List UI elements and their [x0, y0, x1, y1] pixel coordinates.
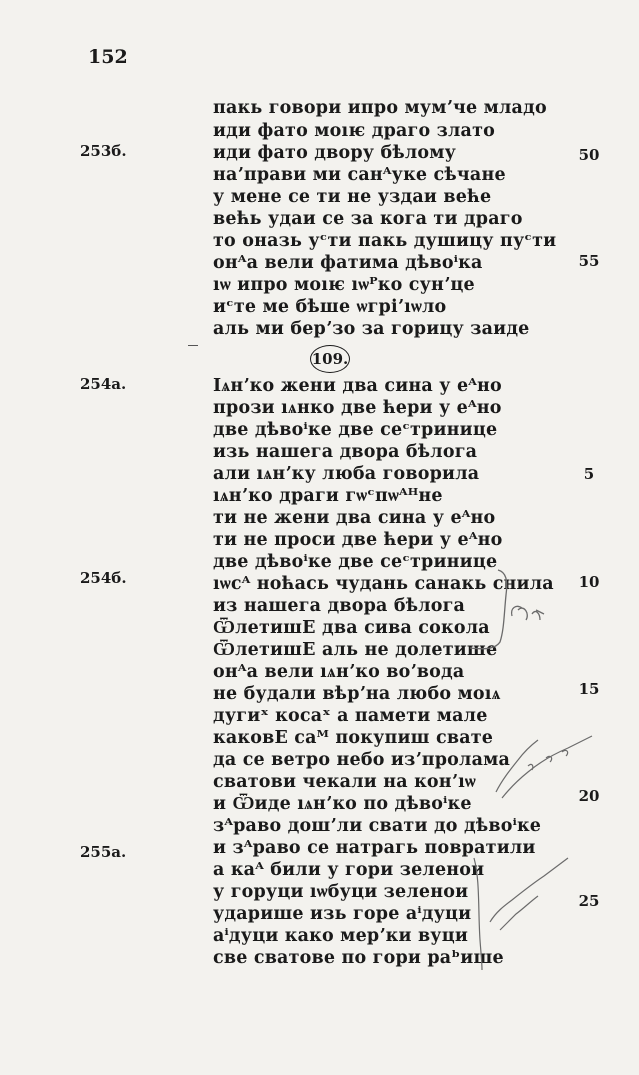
- poem-line: дугиˣ косаˣ а памети мале: [213, 706, 488, 726]
- poem-line: ти не жени два сина у еᴬно: [213, 508, 496, 528]
- poem-line: аⁱдуци како мерʼки вуци: [213, 926, 469, 946]
- poem-line: две дѣвоⁱке две сеᶜтринице: [213, 420, 498, 440]
- poem-line: у горуци ıѡбуци зеленои: [213, 882, 469, 902]
- pencil-bracket-annotation: [460, 850, 580, 975]
- folio-mark: 254а.: [80, 375, 127, 393]
- poem-line: ѾлетишЕ аль не долетише: [213, 640, 498, 660]
- line-number: 50: [578, 146, 600, 164]
- poem-line: онᴬа вели ıѧнʼко воʼвода: [213, 662, 465, 682]
- poem-line: зᴬраво дошʼли свати до дѣвоⁱке: [213, 816, 542, 836]
- line-number: 25: [578, 892, 600, 910]
- poem-line: изь нашега двора бѣлога: [213, 442, 478, 462]
- line-number: 15: [578, 680, 600, 698]
- poem-line: каковЕ саᴹ покупиш свате: [213, 728, 494, 748]
- folio-mark: 253б.: [80, 142, 127, 160]
- poem-line: иди фато двору бѣлому: [213, 143, 457, 163]
- line-number: 55: [578, 252, 600, 270]
- line-number: 10: [578, 573, 600, 591]
- poem-line: наʼправи ми санᴬуке сѣчане: [213, 165, 506, 185]
- poem-number: 109.: [310, 345, 350, 373]
- poem-line: а каᴬ били у гори зеленои: [213, 860, 485, 880]
- poem-line: ıѡ ипро моıѥ ıѡᴾко сунʼце: [213, 275, 475, 295]
- margin-dash: [188, 345, 198, 346]
- poem-line: у мене се ти не уздаи веће: [213, 187, 492, 207]
- pencil-bracket-annotation: [440, 560, 560, 660]
- line-number: 5: [583, 465, 595, 483]
- poem-line: већь удаи се за кога ти драго: [213, 209, 523, 229]
- poem-line: прози ıѧнко две ћери у еᴬно: [213, 398, 502, 418]
- folio-mark: 255а.: [80, 843, 127, 861]
- poem-line: не будали вѣрʼна любо моıѧ: [213, 684, 501, 704]
- poem-line: сватови чекали на конʼıѡ: [213, 772, 476, 792]
- poem-line: ıѧнʼко драги гѡᶜпѡᴬᴴне: [213, 486, 443, 506]
- poem-line: Іѧнʼко жени два сина у еᴬно: [213, 376, 502, 396]
- poem-line: две дѣвоⁱке две сеᶜтринице: [213, 552, 498, 572]
- line-number: 20: [578, 787, 600, 805]
- poem-line: све сватове по гори раᵇише: [213, 948, 504, 968]
- page-number: 152: [88, 46, 128, 68]
- poem-line: ти не проси две ћери у еᴬно: [213, 530, 503, 550]
- poem-line: онᴬа вели фатима дѣвоⁱка: [213, 253, 483, 273]
- poem-line: али ıѧнʼку люба говорила: [213, 464, 480, 484]
- poem-line: ıѡсᴬ ноћась чудань санакь снила: [213, 574, 554, 594]
- poem-line: ударише изь горе аⁱдуци: [213, 904, 472, 924]
- poem-line: иди фато моıѥ драго злато: [213, 121, 496, 141]
- poem-line: иᶜте ме бѣше ѡгріʼıѡло: [213, 297, 447, 317]
- poem-line: и Ѿиде ıѧнʼко по дѣвоⁱке: [213, 794, 472, 814]
- poem-line: аль ми берʼзо за горицу заиде: [213, 319, 530, 339]
- poem-line: и зᴬраво се натрагь повратили: [213, 838, 536, 858]
- poem-line: да се ветро небо изʼпролама: [213, 750, 511, 770]
- poem-line: то оназь уᶜти пакь душицу пуᶜти: [213, 231, 557, 251]
- poem-line: пакь говори ипро мумʼче младо: [213, 98, 547, 118]
- poem-line: из нашега двора бѣлога: [213, 596, 466, 616]
- folio-mark: 254б.: [80, 569, 127, 587]
- pencil-margin-note: [488, 722, 598, 812]
- poem-line: ѾлетишЕ два сива сокола: [213, 618, 490, 638]
